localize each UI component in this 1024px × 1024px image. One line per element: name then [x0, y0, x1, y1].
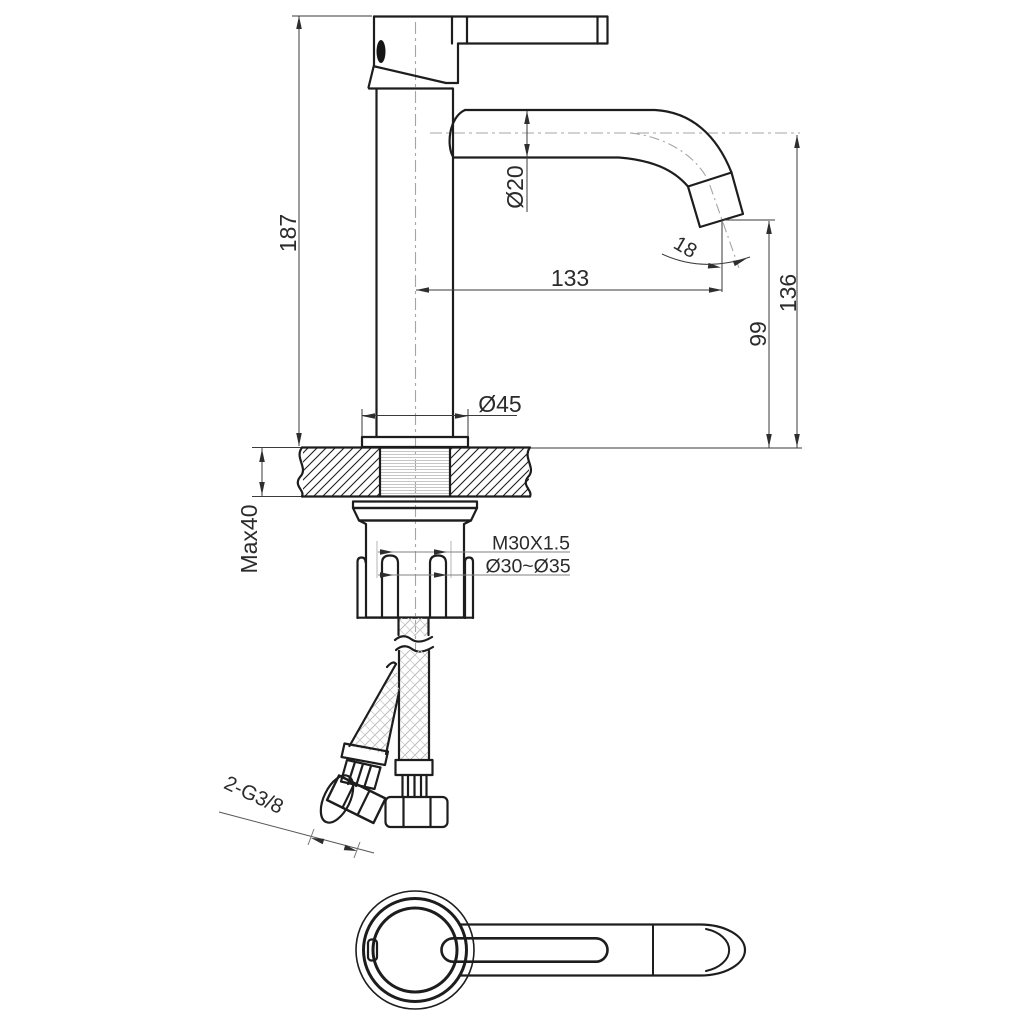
hose-leader-line [219, 812, 374, 853]
nut-outer-prong-right [465, 558, 473, 619]
dim-max-thickness-label: Max40 [236, 504, 262, 574]
hose-break-line [395, 636, 432, 641]
dimension-arrowheads [259, 16, 800, 854]
dim-base-diameter-label: Ø45 [478, 391, 522, 417]
supply-hoses [314, 618, 447, 828]
dim-outlet-height-label: 99 [745, 321, 771, 347]
handle-set-screw [377, 40, 386, 63]
hose-ferrule [396, 760, 433, 775]
threaded-shank [381, 449, 449, 496]
nut-outer-prong-left [358, 558, 366, 619]
countertop-section [298, 448, 531, 497]
spout [450, 110, 743, 227]
nut-inner-prong-left [382, 556, 398, 618]
vertical-hose [386, 618, 448, 827]
nut-inner-prong-right [430, 556, 446, 618]
hose-hex-nut [386, 797, 448, 827]
dim-spout-height-label: 136 [775, 273, 801, 313]
front-view [362, 17, 743, 448]
hose-nut-end-cap [314, 770, 360, 827]
plan-lever-cap-seam [706, 929, 729, 971]
handle-lever [369, 17, 608, 88]
dim-outlet-angle-label: 18 [669, 231, 701, 264]
counter-hatch-left [303, 449, 379, 496]
dim-spout-diameter-label: Ø20 [502, 165, 528, 209]
counter-hatch-right [451, 449, 529, 496]
plan-lever-outline [460, 925, 746, 976]
centerlines [416, 22, 801, 650]
plan-inner-circle [373, 908, 457, 992]
plan-view [356, 891, 745, 1009]
angled-hose [314, 663, 399, 828]
dim-spout-reach-label: 133 [550, 265, 590, 291]
spec-thread-label: M30X1.5 [491, 532, 571, 555]
hose-crimp [403, 775, 427, 797]
spec-hose-thread-label: 2-G3/8 [220, 771, 288, 819]
construction-lines [377, 541, 451, 578]
spec-hole-range-label: Ø30~Ø35 [485, 555, 571, 578]
plan-middle-circle [364, 899, 467, 1002]
dim-total-height-label: 187 [275, 213, 301, 253]
